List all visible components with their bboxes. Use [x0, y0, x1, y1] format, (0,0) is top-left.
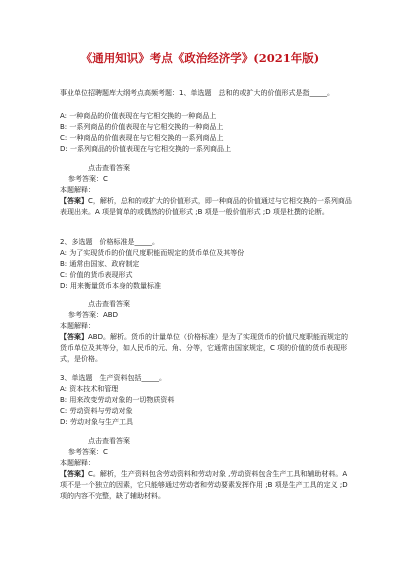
q2-explain-label: 本题解释： — [60, 322, 95, 330]
q3-explanation-text: C。解析，生产资料包含劳动资料和劳动对象 ,劳动资料包含生产工具和辅助材料。A 项不是一个独立的因素，它只能够通过劳动者和劳动要素发挥作用 ;B 项是生产工具的定义 ;D 项的内容不完整，缺了辅助材料。 — [60, 470, 348, 500]
q1-option-a: A: 一种商品的价值表现在与它相交换的一种商品上 — [60, 112, 217, 120]
q1-option-b: B: 一系列商品的价值表现在与它相交换的一种商品上 — [60, 123, 224, 131]
q2-option-c: C: 价值的货币表现形式 — [60, 271, 133, 279]
q3-show-answer-button[interactable]: 点击查看答案 — [88, 437, 130, 445]
question-1-stem: 事业单位招聘题库大纲考点高频考题：1、单选题 总和的或扩大的价值形式是指_____。 — [60, 89, 334, 97]
q3-option-d: D: 劳动对象与生产工具 — [60, 418, 133, 426]
q3-explanation — [60, 469, 352, 502]
q2-reference-answer: 参考答案：ABD — [68, 311, 118, 319]
q3-reference-answer: 参考答案：C — [68, 448, 108, 456]
q2-option-b: B: 通常由国家、政府制定 — [60, 260, 140, 268]
q1-answer-tag: 【答案】 — [60, 197, 88, 205]
q2-option-a: A: 为了实现货币的价值尺度职能而规定的货币单位及其等份 — [60, 249, 245, 257]
q1-explain-label: 本题解释： — [60, 186, 95, 194]
q3-explain-label: 本题解释： — [60, 459, 95, 467]
q1-reference-answer: 参考答案：C — [68, 175, 108, 183]
q2-show-answer-button[interactable]: 点击查看答案 — [88, 300, 130, 308]
q2-answer-tag: 【答案】 — [60, 333, 88, 341]
q1-explanation-text: C，解析，总和的或扩大的价值形式，即一种商品的价值通过与它相交换的一系列商品表现出来。A 项是简单的或偶然的价值形式 ;B 项是一般价值形式 ;D 项是杜撰的论断。 — [60, 197, 352, 216]
q2-explanation — [60, 332, 352, 365]
q3-answer-tag: 【答案】 — [60, 470, 88, 478]
q1-option-d: D: 一系列商品的价值表现在与它相交换的一系列商品上 — [60, 145, 231, 153]
question-3-stem: 3、单选题 生产资料包括_____。 — [60, 374, 166, 382]
q3-option-c: C: 劳动资料与劳动对象 — [60, 407, 133, 415]
question-2-stem: 2、多选题 价格标准是_____。 — [60, 238, 159, 246]
q2-option-d: D: 用来衡量货币本身的数量标准 — [60, 282, 161, 290]
q1-show-answer-button[interactable]: 点击查看答案 — [88, 164, 130, 172]
q1-explanation — [60, 196, 352, 218]
document-title: 《通用知识》考点《政治经济学》(2021年版) — [80, 51, 320, 65]
q3-option-a: A: 资本技术和管理 — [60, 385, 119, 393]
q3-option-b: B: 用来改变劳动对象的一切物质资料 — [60, 396, 175, 404]
q2-explanation-text: ABD。解析。货币的计量单位（价格标准）是为了实现货币的价值尺度职能而规定的货币单位及其等分，如人民币的元、角、分等，它通常由国家规定，C 项的价值的货币表现形式，是价格。 — [60, 333, 348, 363]
q1-option-c: C: 一种商品的价值表现在与它相交换的一系列商品上 — [60, 134, 224, 142]
